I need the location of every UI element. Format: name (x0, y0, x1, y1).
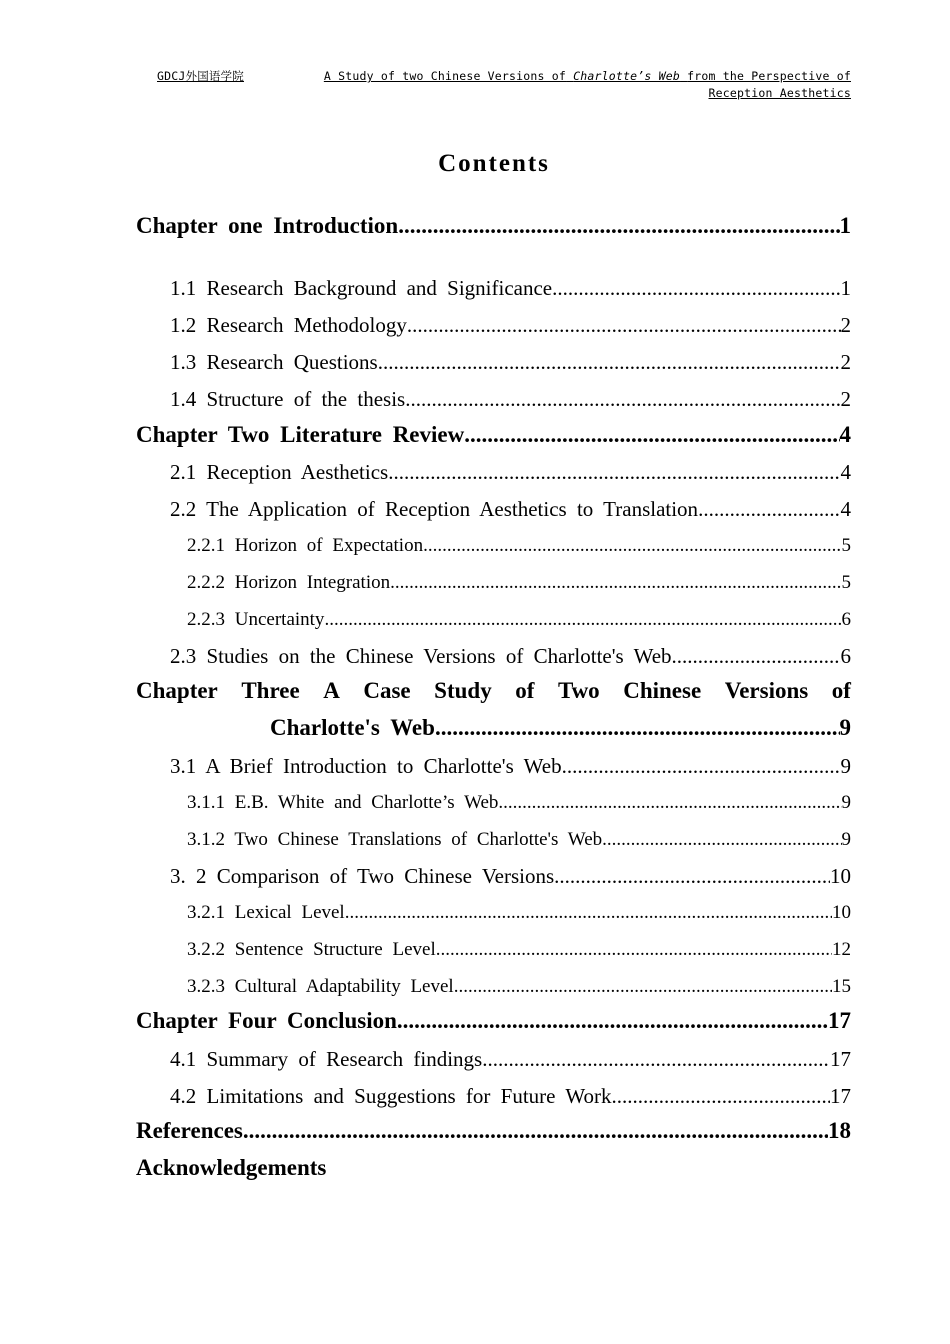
toc-entry-2-2[interactable]: 2.2 The Application of Reception Aesthetics to Translation ..... 4 (170, 497, 851, 522)
toc-entry-3-1-1[interactable]: 3.1.1 E.B. White and Charlotte’s Web ..... 9 (187, 792, 851, 814)
page-header (157, 68, 851, 102)
toc-entry-2-1[interactable]: 2.1 Reception Aesthetics ..... 4 (170, 460, 851, 485)
toc-entry-4-1[interactable]: 4.1 Summary of Research findings ..... 17 (170, 1047, 851, 1072)
toc-entry-3-2[interactable]: 3. 2 Comparison of Two Chinese Versions ..... 10 (170, 864, 851, 889)
toc-entry-4-2[interactable]: 4.2 Limitations and Suggestions for Future Work ..... 17 (170, 1084, 851, 1109)
toc-entry-chapter-2[interactable]: Chapter Two Literature Review ..... 4 (136, 422, 851, 448)
toc-entry-3-1-2[interactable]: 3.1.2 Two Chinese Translations of Charlotte's Web ..... 9 (187, 829, 851, 851)
toc-entry-3-1[interactable]: 3.1 A Brief Introduction to Charlotte's Web ..... 9 (170, 754, 851, 779)
header-school: GDCJ外国语学院 (157, 69, 244, 83)
header-title-italic: Charlotte’s Web (573, 69, 681, 83)
toc-entry-1-1[interactable]: 1.1 Research Background and Significance ..... 1 (170, 276, 851, 301)
header-title-line1: A Study of two Chinese Versions of Charlotte’s Web from the Perspective of (323, 69, 851, 83)
toc-entry-3-2-3[interactable]: 3.2.3 Cultural Adaptability Level ..... 15 (187, 976, 851, 998)
toc-entry-1-3[interactable]: 1.3 Research Questions ..... 2 (170, 350, 851, 375)
toc-entry-3-2-1[interactable]: 3.2.1 Lexical Level ..... 10 (187, 902, 851, 924)
chapter-3-line2[interactable]: Charlotte's Web ..... 9 (270, 715, 851, 741)
contents-title: Contents (438, 150, 550, 177)
chapter-3-line1: Chapter Three A Case Study of Two Chinese Versions of (136, 678, 851, 703)
toc-entry-1-4[interactable]: 1.4 Structure of the thesis ..... 2 (170, 387, 851, 412)
toc-entry-chapter-3[interactable] (136, 678, 851, 704)
toc-entry-2-2-3[interactable]: 2.2.3 Uncertainty ..... 6 (187, 609, 851, 631)
toc-entry-2-3[interactable]: 2.3 Studies on the Chinese Versions of Charlotte's Web ..... 6 (170, 644, 851, 669)
toc-entry-1-2[interactable]: 1.2 Research Methodology ..... 2 (170, 313, 851, 338)
toc-entry-chapter-1[interactable]: Chapter one Introduction ..... 1 (136, 213, 851, 239)
toc-entry-3-2-2[interactable]: 3.2.2 Sentence Structure Level ..... 12 (187, 939, 851, 961)
toc-entry-2-2-1[interactable]: 2.2.1 Horizon of Expectation ..... 5 (187, 535, 851, 557)
toc-entry-chapter-4[interactable]: Chapter Four Conclusion ..... 17 (136, 1008, 851, 1034)
toc-entry-references[interactable]: References ..... 18 (136, 1118, 851, 1144)
header-title-line2: Reception Aesthetics (708, 86, 851, 100)
toc-entry-2-2-2[interactable]: 2.2.2 Horizon Integration ..... 5 (187, 572, 851, 594)
toc-entry-acknowledgements[interactable]: Acknowledgements (136, 1155, 327, 1180)
